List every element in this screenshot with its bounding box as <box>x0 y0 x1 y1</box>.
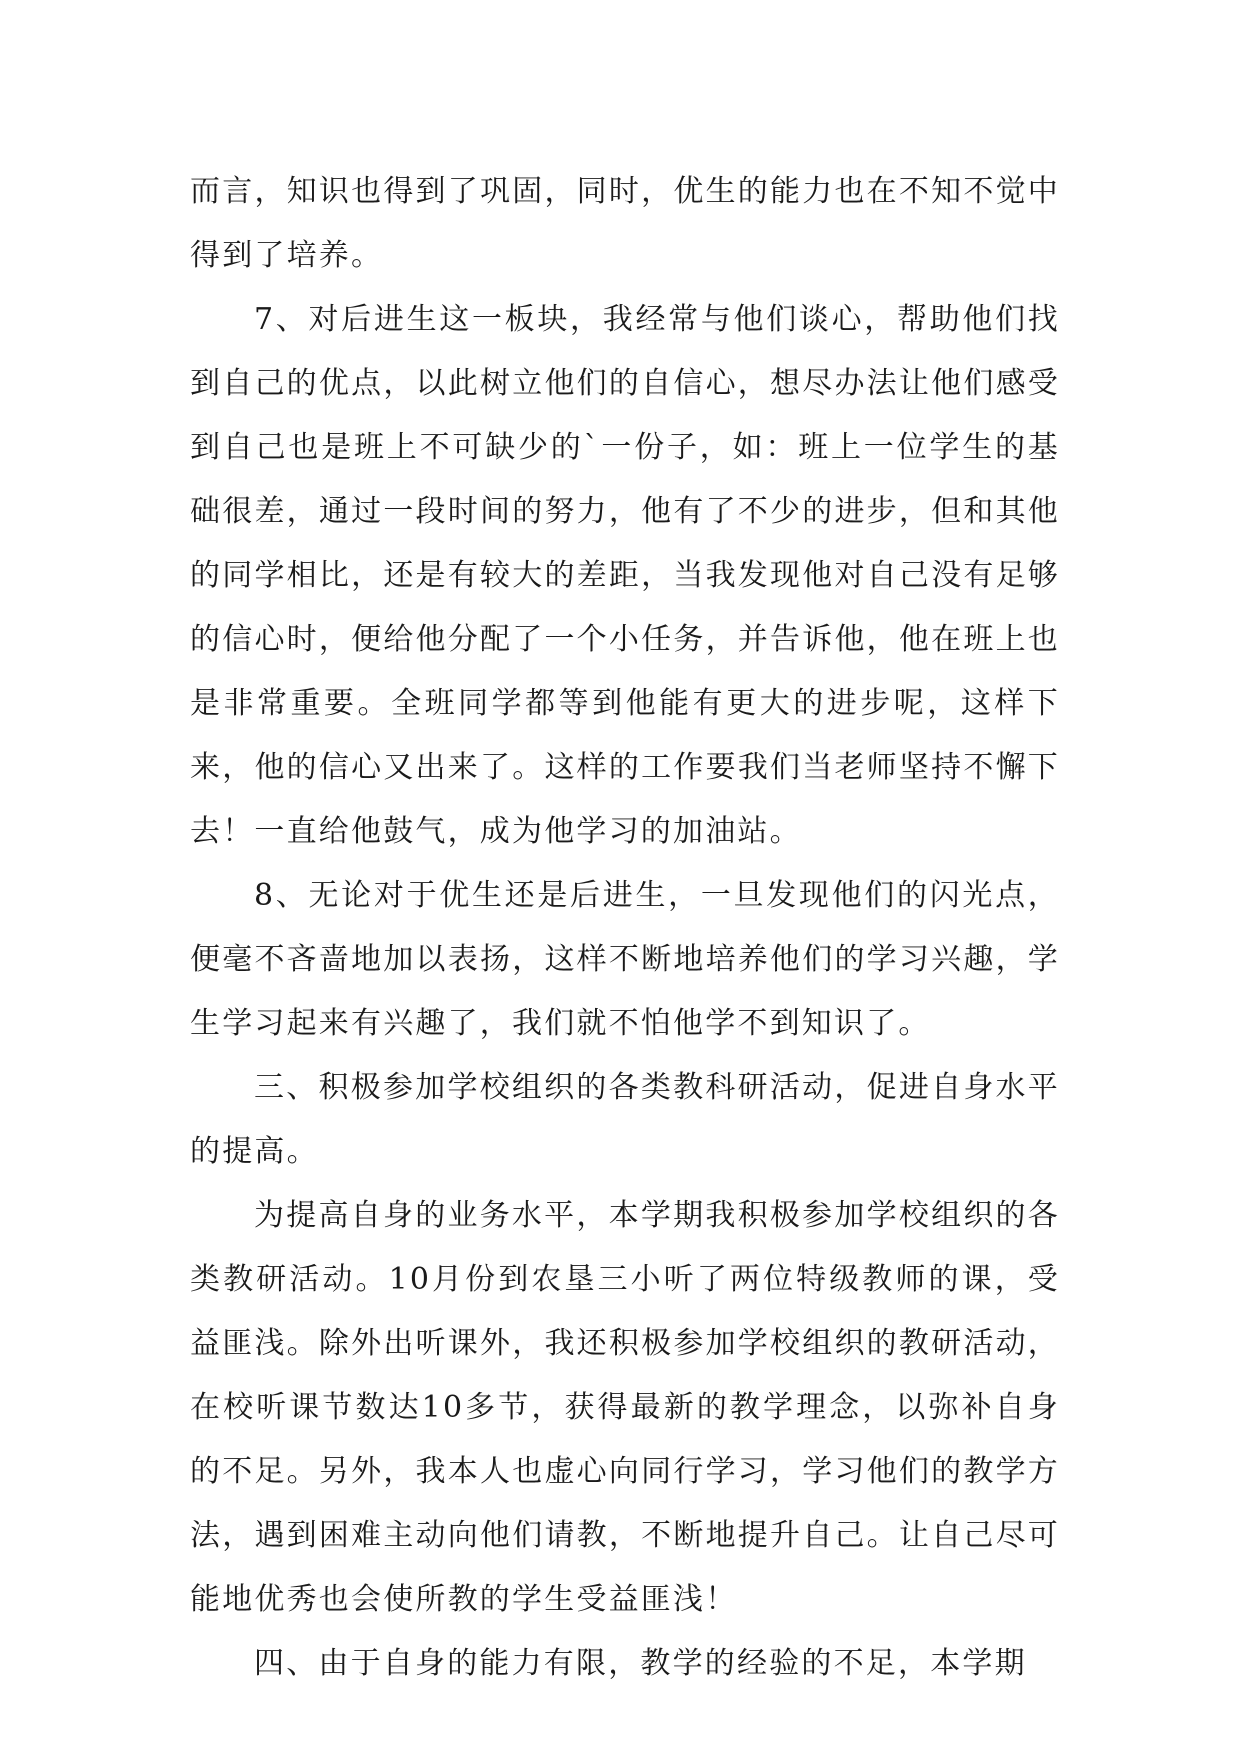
section-heading-4: 四、由于自身的能力有限，教学的经验的不足，本学期 <box>254 1646 1027 1681</box>
section-heading-3: 三、积极参加学校组织的各类教科研活动，促进自身水平的提高。 <box>190 1070 1060 1169</box>
paragraph-research: 为提高自身的业务水平，本学期我积极参加学校组织的各类教研活动。10月份到农垦三小听了两位特级教师的课，受益匪浅。除外出听课外，我还积极参加学校组织的教研活动，在校听课节数达10多节，获得最新的教学理念，以弥补自身的不足。另外，我本人也虚心向同行学习，学习他们的教学方法，遇到困难主动向他们请教，不断地提升自己。让自己尽可能地优秀也会使所教的学生受益匪浅！ <box>190 1198 1060 1617</box>
paragraph-item-7: 7、对后进生这一板块，我经常与他们谈心，帮助他们找到自己的优点，以此树立他们的自信心，想尽办法让他们感受到自己也是班上不可缺少的`一份子，如：班上一位学生的基础很差，通过一段时间的努力，他有了不少的进步，但和其他的同学相比，还是有较大的差距，当我发现他对自己没有足够的信心时，便给他分配了一个小任务，并告诉他，他在班上也是非常重要。全班同学都等到他能有更大的进步呢，这样下来，他的信心又出来了。这样的工作要我们当老师坚持不懈下去！一直给他鼓气，成为他学习的加油站。 <box>190 302 1060 849</box>
paragraph-continuation: 而言，知识也得到了巩固，同时，优生的能力也在不知不觉中得到了培养。 <box>190 174 1060 273</box>
paragraph-item-8: 8、无论对于优生还是后进生，一旦发现他们的闪光点，便毫不吝啬地加以表扬，这样不断地培养他们的学习兴趣，学生学习起来有兴趣了，我们就不怕他学不到知识了。 <box>190 878 1060 1041</box>
document-body <box>190 160 1060 1696</box>
